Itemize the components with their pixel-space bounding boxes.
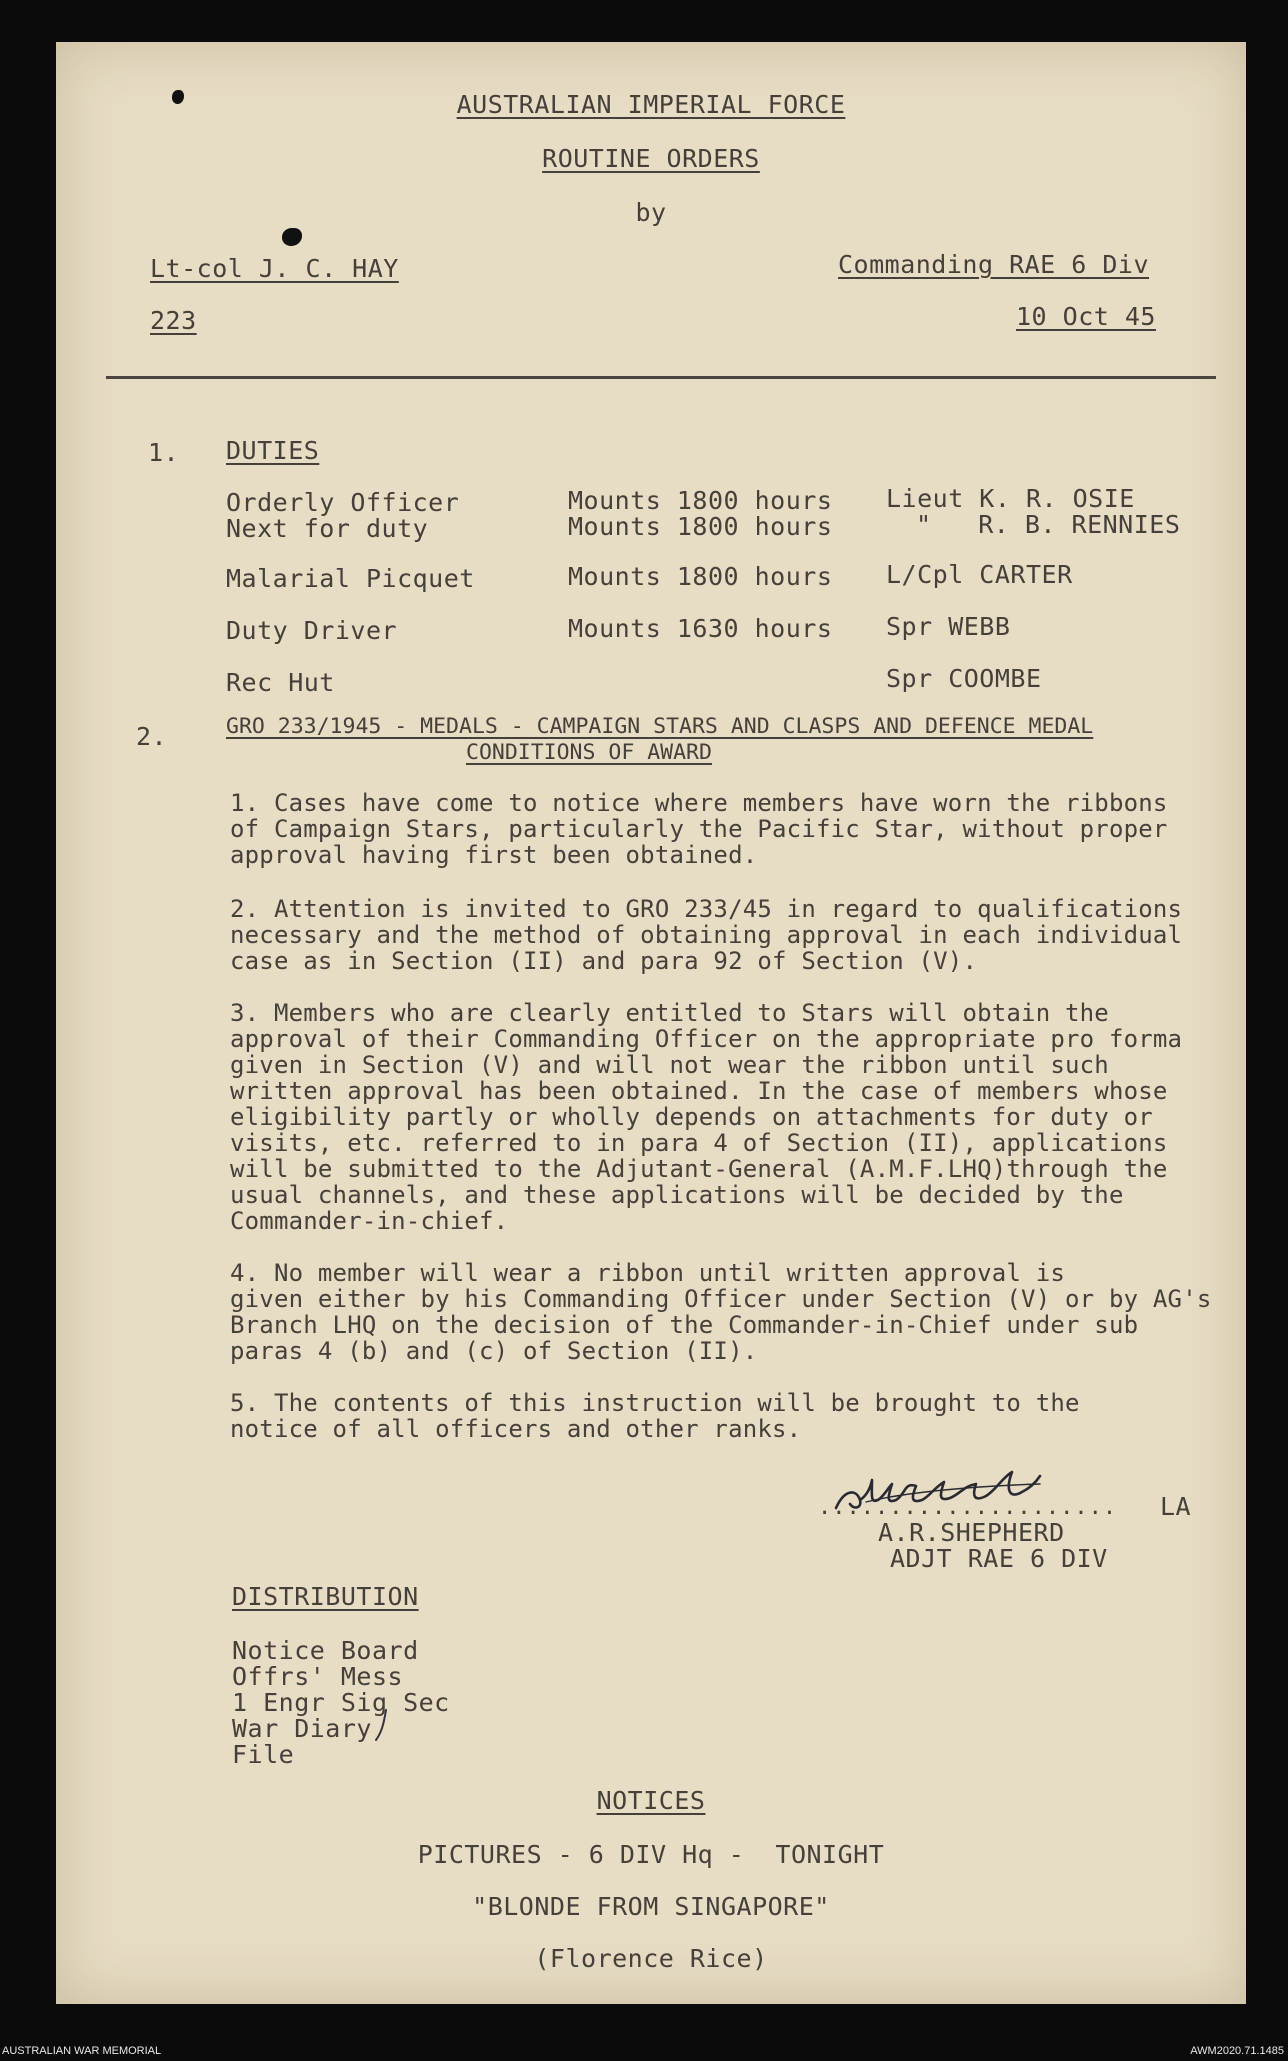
duty-name: Next for duty bbox=[226, 514, 429, 543]
order-date: 10 Oct 45 bbox=[1016, 302, 1156, 331]
notice-line: "BLONDE FROM SINGAPORE" bbox=[472, 1892, 830, 1921]
duty-person: Lieut K. R. OSIE bbox=[886, 484, 1135, 513]
paragraph: 4. No member will wear a ribbon until written approval is given either by his Commanding Officer under Section (V) or by AG's Branch LHQ on the decision of the Commander-in-Chief under sub paras 4 (b) and (c) of Section (II). bbox=[230, 1259, 1212, 1365]
orders-heading: ROUTINE ORDERS bbox=[542, 144, 760, 173]
list-item: 1 Engr Sig Sec bbox=[232, 1688, 450, 1717]
distribution-title: DISTRIBUTION bbox=[232, 1582, 419, 1611]
by-text: by bbox=[635, 198, 667, 227]
notice-line: (Florence Rice) bbox=[534, 1944, 768, 1973]
order-number: 223 bbox=[150, 306, 197, 335]
duty-mounts: Mounts 1800 hours bbox=[568, 562, 833, 591]
notices-title: NOTICES bbox=[596, 1786, 706, 1815]
duty-name: Duty Driver bbox=[226, 616, 398, 645]
duty-person: " R. B. RENNIES bbox=[916, 510, 1181, 539]
signatory-title: ADJT RAE 6 DIV bbox=[890, 1544, 1108, 1573]
section-1-title: DUTIES bbox=[226, 436, 320, 465]
issuer-name: Lt-col J. C. HAY bbox=[150, 254, 399, 283]
list-item: File bbox=[232, 1740, 295, 1769]
duty-name: Malarial Picquet bbox=[226, 564, 475, 593]
section-2-title: GRO 233/1945 - MEDALS - CAMPAIGN STARS AND CLASPS AND DEFENCE MEDAL bbox=[226, 714, 1094, 739]
list-item: Offrs' Mess bbox=[232, 1662, 404, 1691]
document-page bbox=[56, 42, 1246, 2004]
signature-suffix: LA bbox=[1160, 1492, 1192, 1521]
section-2-number: 2. bbox=[136, 722, 168, 751]
paragraph: 5. The contents of this instruction will be brought to the notice of all officers and other ranks. bbox=[230, 1389, 1080, 1443]
duty-person: L/Cpl CARTER bbox=[886, 560, 1073, 589]
duty-person: Spr WEBB bbox=[886, 612, 1011, 641]
list-item: Notice Board bbox=[232, 1636, 419, 1665]
duty-name: Orderly Officer bbox=[226, 488, 460, 517]
notice-line: PICTURES - 6 DIV Hq - TONIGHT bbox=[417, 1840, 885, 1869]
duty-name: Rec Hut bbox=[226, 668, 335, 697]
duty-mounts: Mounts 1800 hours bbox=[568, 486, 833, 515]
paragraph: 2. Attention is invited to GRO 233/45 in regard to qualifications necessary and the method of obtaining approval in each individual case as in Section (II) and para 92 of Section (V). bbox=[230, 895, 1183, 975]
pen-mark bbox=[374, 1708, 390, 1742]
duty-person: Spr COOMBE bbox=[886, 664, 1042, 693]
force-heading: AUSTRALIAN IMPERIAL FORCE bbox=[456, 90, 846, 119]
section-1-number: 1. bbox=[148, 438, 180, 467]
duty-mounts: Mounts 1630 hours bbox=[568, 614, 833, 643]
footer-right: AWM2020.71.1485 bbox=[1190, 2045, 1284, 2057]
ink-speck bbox=[282, 228, 302, 246]
signatory-name: A.R.SHEPHERD bbox=[878, 1518, 1065, 1547]
signature-line: ..................... bbox=[818, 1495, 1118, 1520]
duty-mounts: Mounts 1800 hours bbox=[568, 512, 833, 541]
header-rule bbox=[106, 376, 1216, 379]
list-item: War Diary bbox=[232, 1714, 372, 1743]
footer-left: AUSTRALIAN WAR MEMORIAL bbox=[2, 2045, 162, 2057]
command-title: Commanding RAE 6 Div bbox=[838, 250, 1150, 279]
paragraph: 1. Cases have come to notice where members have worn the ribbons of Campaign Stars, particularly the Pacific Star, without proper approval having first been obtained. bbox=[230, 789, 1168, 869]
paragraph: 3. Members who are clearly entitled to Stars will obtain the approval of their Commanding Officer on the appropriate pro forma given in Section (V) and will not wear the ribbon until such written approval has been obtained. In the case of members whose eligibility partly or wholly depends on attachments for duty or visits, etc. referred to in para 4 of Section (II), applications will be submitted to the Adjutant-General (A.M.F.LHQ)through the usual channels, and these applications will be decided by the Commander-in-chief. bbox=[230, 999, 1183, 1235]
section-2-subtitle: CONDITIONS OF AWARD bbox=[466, 740, 712, 765]
